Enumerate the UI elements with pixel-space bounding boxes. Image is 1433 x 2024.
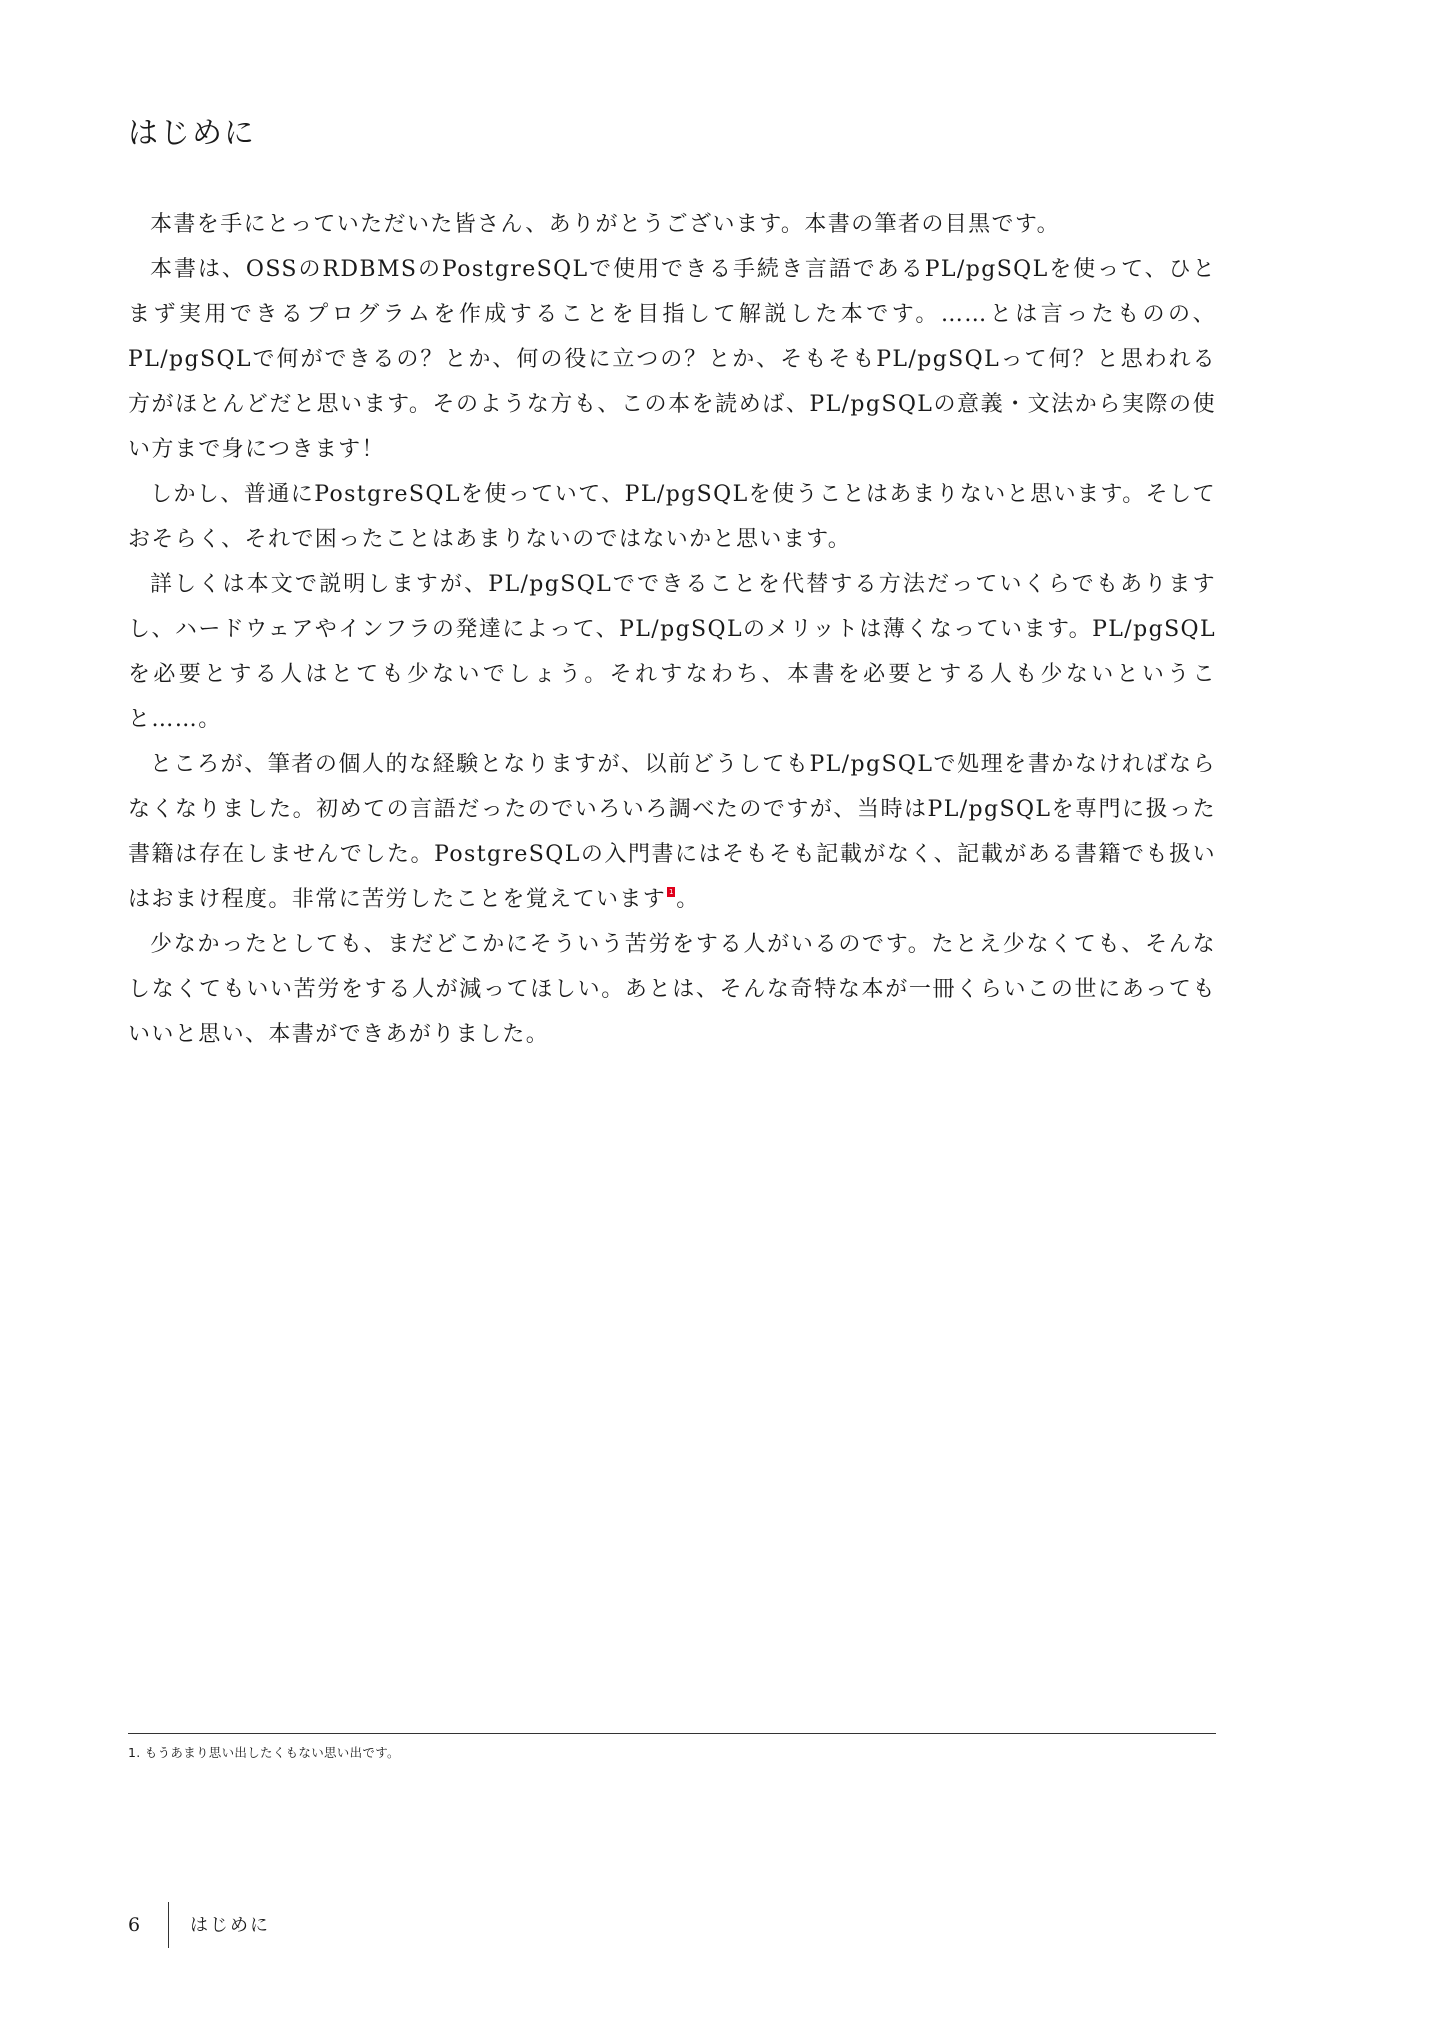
paragraph-text-end: 。 <box>676 887 700 912</box>
paragraph: 少なかったとしても、まだどこかにそういう苦労をする人がいるのです。たとえ少なくても、そんなしなくてもいい苦労をする人が減ってほしい。あとは、そんな奇特な本が一冊くらいこの世にあってもいいと思い、本書ができあがりました。 <box>128 932 1216 1047</box>
paragraph: 本書は、OSSのRDBMSのPostgreSQLで使用できる手続き言語であるPL/pgSQLを使って、ひとまず実用できるプログラムを作成することを目指して解説した本です。……とは言ったものの、PL/pgSQLで何ができるの？とか、何の役に立つの？とか、そもそもPL/pgSQLって何？と思われる方がほとんどだと思います。そのような方も、この本を読めば、PL/pgSQLの意義・文法から実際の使い方まで身につきます！ <box>128 257 1216 462</box>
footnote: 1. もうあまり思い出したくもない思い出です。 <box>128 1745 400 1760</box>
footnote-reference-link[interactable]: 1 <box>668 888 674 896</box>
footer-divider <box>168 1902 169 1948</box>
paragraph: 本書を手にとっていただいた皆さん、ありがとうございます。本書の筆者の目黒です。 <box>150 212 1060 237</box>
page-number: 6 <box>128 1914 141 1936</box>
page-title: はじめに <box>128 116 256 151</box>
paragraph <box>128 742 1216 922</box>
body-text <box>128 202 1216 1057</box>
paragraph: 詳しくは本文で説明しますが、PL/pgSQLでできることを代替する方法だっていくらでもありますし、ハードウェアやインフラの発達によって、PL/pgSQLのメリットは薄くなっています。PL/pgSQLを必要とする人はとても少ないでしょう。それすなわち、本書を必要とする人も少ないということ……。 <box>128 572 1216 732</box>
paragraph-text: ところが、筆者の個人的な経験となりますが、以前どうしてもPL/pgSQLで処理を書かなければならなくなりました。初めての言語だったのでいろいろ調べたのですが、当時はPL/pgSQLを専門に扱った書籍は存在しませんでした。PostgreSQLの入門書にはそもそも記載がなく、記載がある書籍でも扱いはおまけ程度。非常に苦労したことを覚えています <box>128 752 1216 912</box>
footnote-divider <box>128 1733 1216 1734</box>
paragraph: しかし、普通にPostgreSQLを使っていて、PL/pgSQLを使うことはあまりないと思います。そしておそらく、それで困ったことはあまりないのではないかと思います。 <box>128 482 1216 552</box>
running-head: はじめに <box>190 1915 270 1936</box>
